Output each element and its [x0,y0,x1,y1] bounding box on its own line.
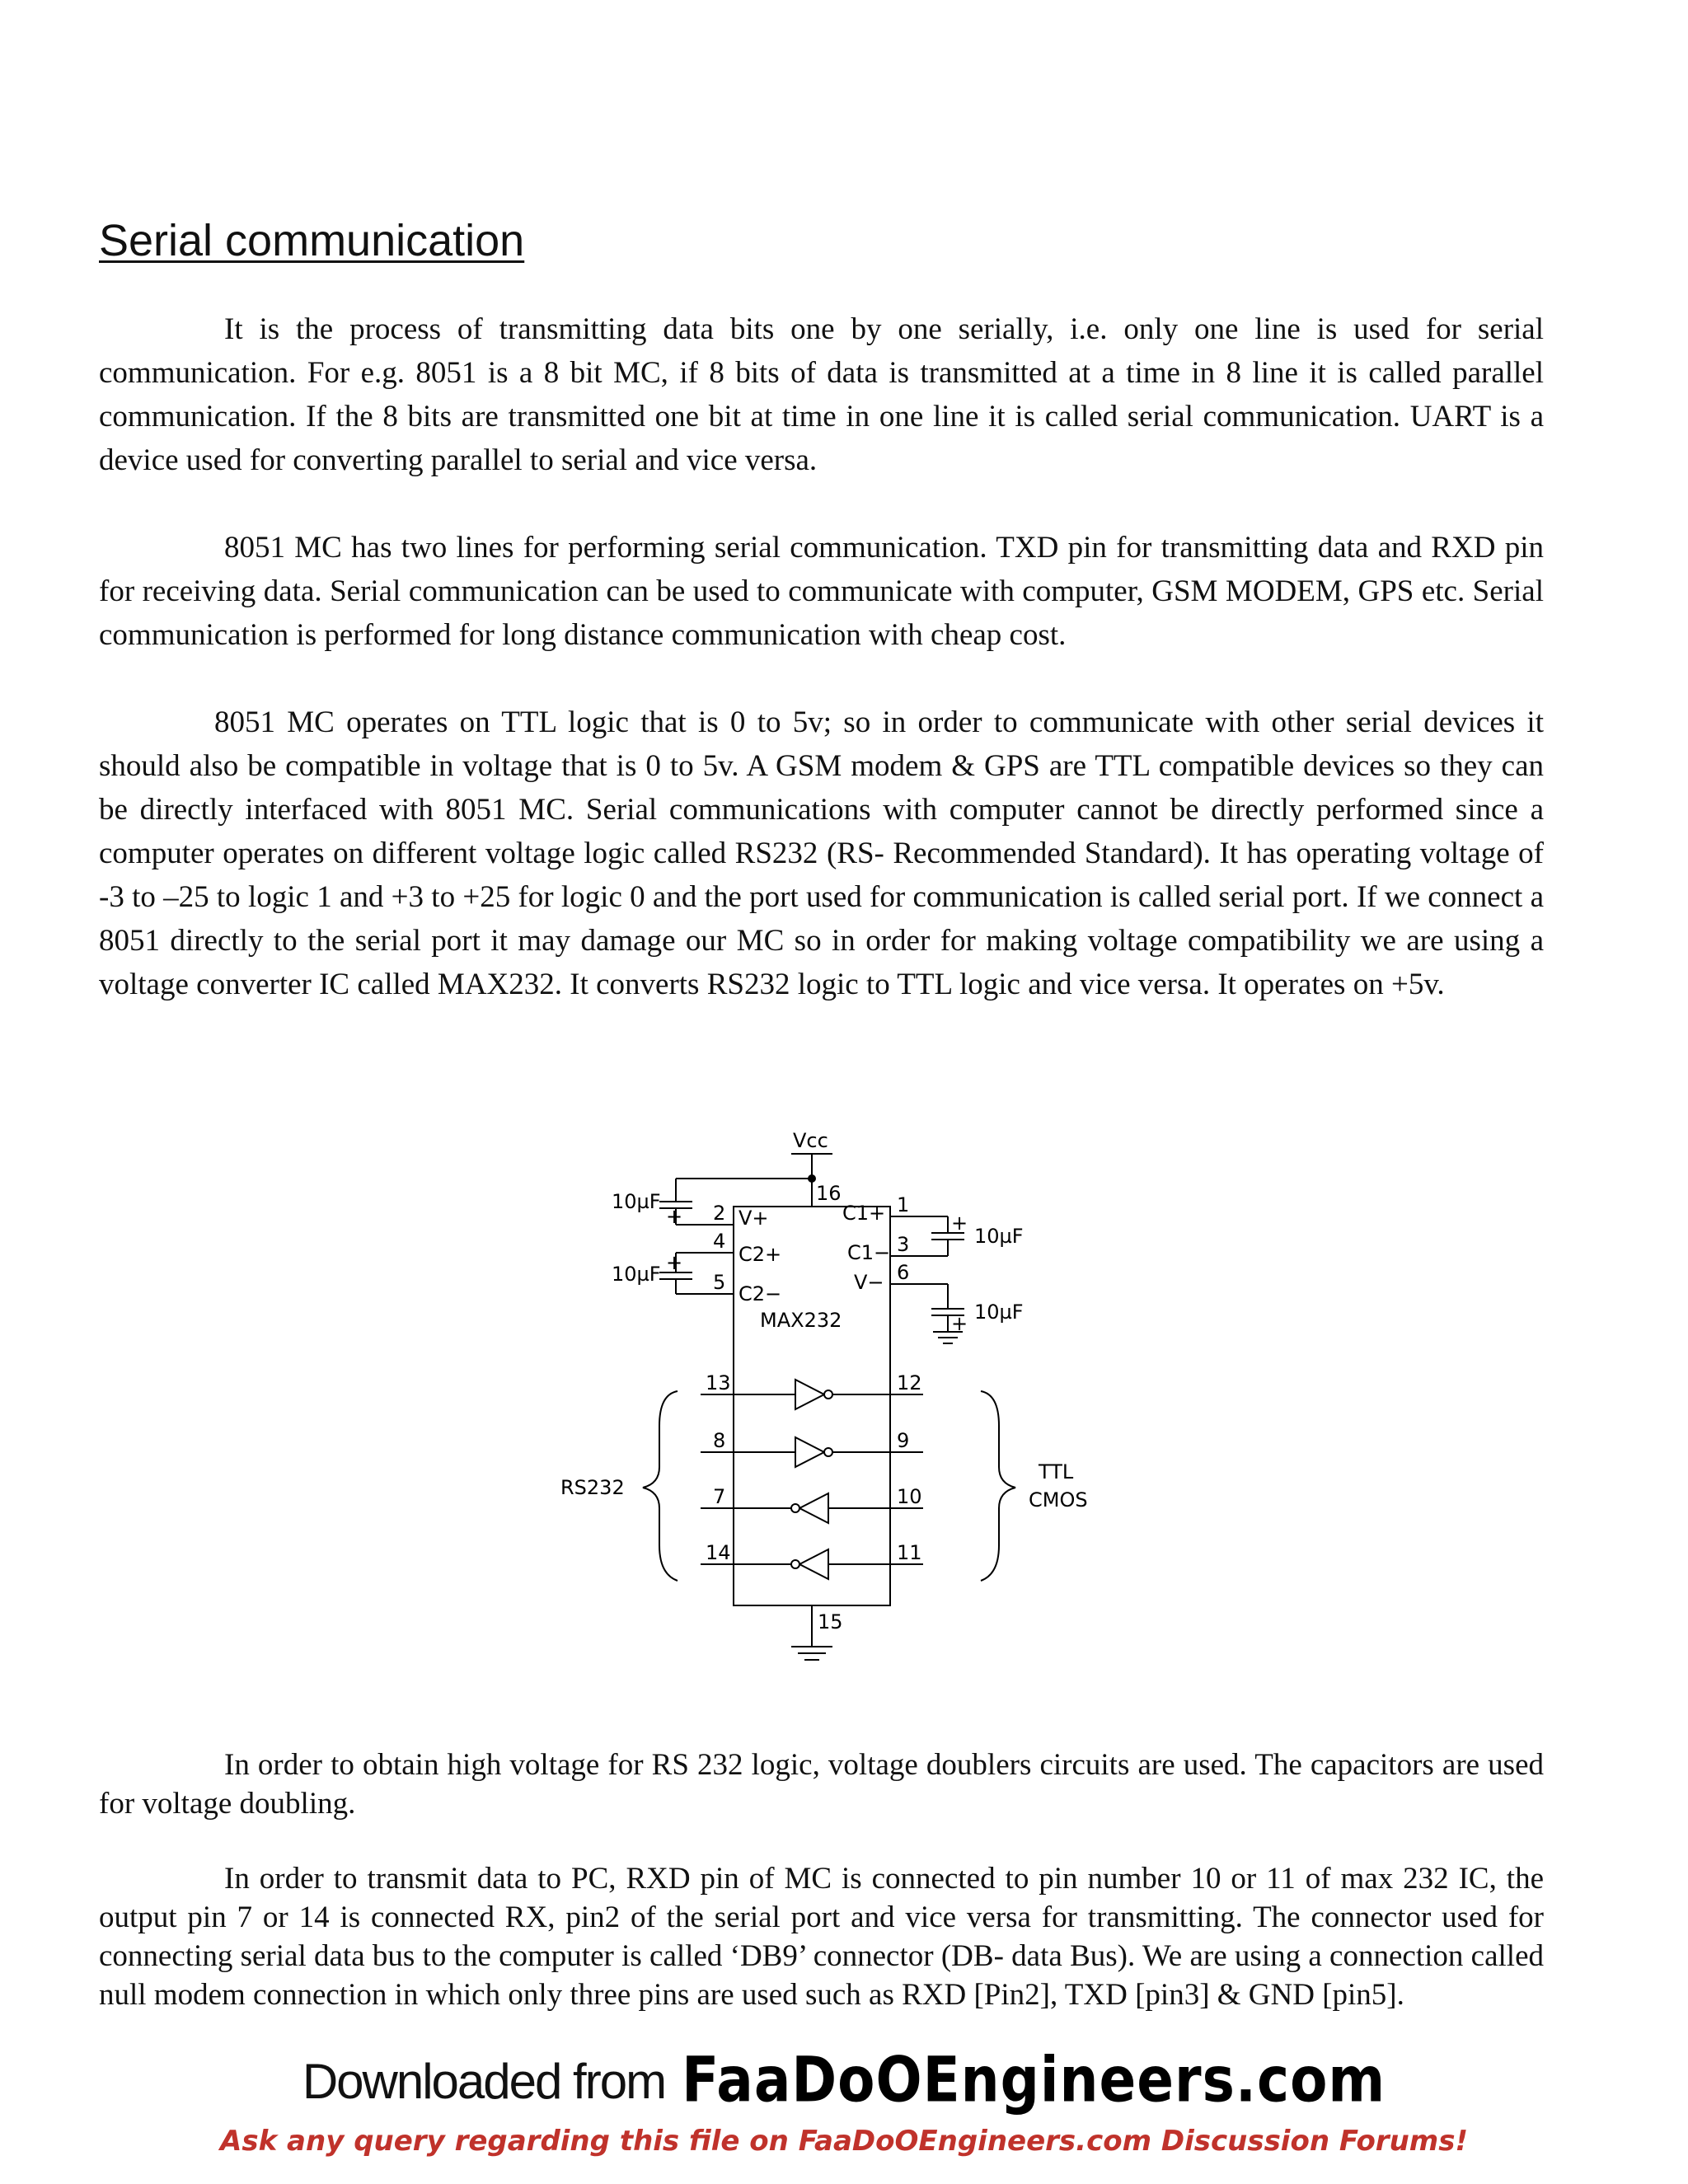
buffer-13-12 [795,1380,824,1409]
paragraph-voltage-doublers: In order to obtain high voltage for RS 232 logic, voltage doublers circuits are used. The capacitors are used for voltage doubling. [99,1748,1544,1821]
pin-label-vplus: V+ [738,1207,769,1230]
max232-chip-body [734,1207,890,1605]
rs232-side-label: RS232 [560,1476,625,1499]
cap-polarity-label: + [666,1205,683,1228]
pin-6-label: 6 [897,1261,910,1284]
vcc-label: Vcc [793,1129,828,1152]
cap-value-label: 10µF [974,1301,1024,1324]
pin-9-label: 9 [897,1429,910,1452]
pin-16-label: 16 [816,1182,842,1205]
ttl-side-label: TTL [1039,1460,1074,1483]
pin-5-label: 5 [713,1271,726,1294]
pin-label-c2minus: C2− [738,1282,782,1305]
chip-name-label: MAX232 [760,1309,842,1332]
page-title: Serial communication [99,216,525,265]
buffer-8-9 [795,1437,824,1467]
pin-8-label: 8 [713,1429,726,1452]
paragraph-db9-connection: In order to transmit data to PC, RXD pin of MC is connected to pin number 10 or 11 of max 232 IC, the output pin 7 or 14 is connected RX, pin2 of the serial port and vice versa for transmitting. The connector used for connecting serial data bus to the computer is called ‘DB9’ connector (DB- data Bus). We are using a connection called null modem connection in which only three pins are used such as RXD [Pin2], TXD [pin3] & GND [pin5]. [99,1862,1544,2012]
pin-12-label: 12 [897,1371,922,1394]
cap-polarity-label: + [666,1251,683,1274]
paragraph-8051-lines: 8051 MC has two lines for performing serial communication. TXD pin for transmitting data and RXD pin for receiving data. Serial communication can be used to communicate with computer, GSM MODEM, GPS etc. Serial communication is performed for long distance communication with cheap cost. [99,531,1544,652]
cap-value-label: 10µF [612,1263,661,1286]
buffer-10-7 [799,1493,828,1523]
cap-polarity-label: + [951,1212,968,1235]
pin-label-c1minus: C1− [847,1241,891,1264]
buffer-11-14 [799,1549,828,1579]
pin-3-label: 3 [897,1233,910,1256]
pin-2-label: 2 [713,1202,726,1225]
paragraph-serial-definition: It is the process of transmitting data bits one by one serially, i.e. only one line is used for serial communication. For e.g. 8051 is a 8 bit MC, if 8 bits of data is transmitted at a time in 8 line it is called parallel communication. If the 8 bits are transmitted one bit at time in one line it is called serial communication. UART is a device used for converting parallel to serial and vice versa. [99,312,1544,477]
pin-label-c2plus: C2+ [738,1243,782,1266]
cap-value-label: 10µF [974,1225,1024,1248]
cap-value-label: 10µF [612,1190,661,1213]
forum-query-text: Ask any query regarding this file on FaaDoOEngineers.com Discussion Forums! [220,2125,1468,2158]
download-banner [0,2043,1688,2116]
cap-polarity-label: + [951,1312,968,1335]
pin-1-label: 1 [897,1193,910,1216]
pin-7-label: 7 [713,1485,726,1508]
downloaded-from-text: Downloaded from [302,2054,666,2109]
pin-10-label: 10 [897,1485,922,1508]
cmos-side-label: CMOS [1029,1488,1088,1511]
pin-13-label: 13 [706,1371,731,1394]
pin-14-label: 14 [706,1541,731,1564]
pin-label-c1plus: C1+ [842,1202,886,1225]
max232-circuit-diagram [544,1129,1121,1673]
brand-logo: FaaDoOEngineers.com [682,2043,1386,2116]
pin-label-vminus: V− [854,1271,884,1294]
pin-4-label: 4 [713,1230,726,1253]
paragraph-ttl-rs232: 8051 MC operates on TTL logic that is 0 to 5v; so in order to communicate with other serial devices it should also be compatible in voltage that is 0 to 5v. A GSM modem & GPS are TTL compatible devices so they can be directly interfaced with 8051 MC. Serial communications with computer cannot be directly performed since a computer operates on different voltage logic called RS232 (RS- Recommended Standard). It has operating voltage of -3 to –25 to logic 1 and +3 to +25 for logic 0 and the port used for communication is called serial port. If we connect a 8051 directly to the serial port it may damage our MC so in order for making voltage compatibility we are using a voltage converter IC called MAX232. It converts RS232 logic to TTL logic and vice versa. It operates on +5v. [99,705,1544,1001]
pin-11-label: 11 [897,1541,922,1564]
pin-15-label: 15 [818,1610,843,1633]
